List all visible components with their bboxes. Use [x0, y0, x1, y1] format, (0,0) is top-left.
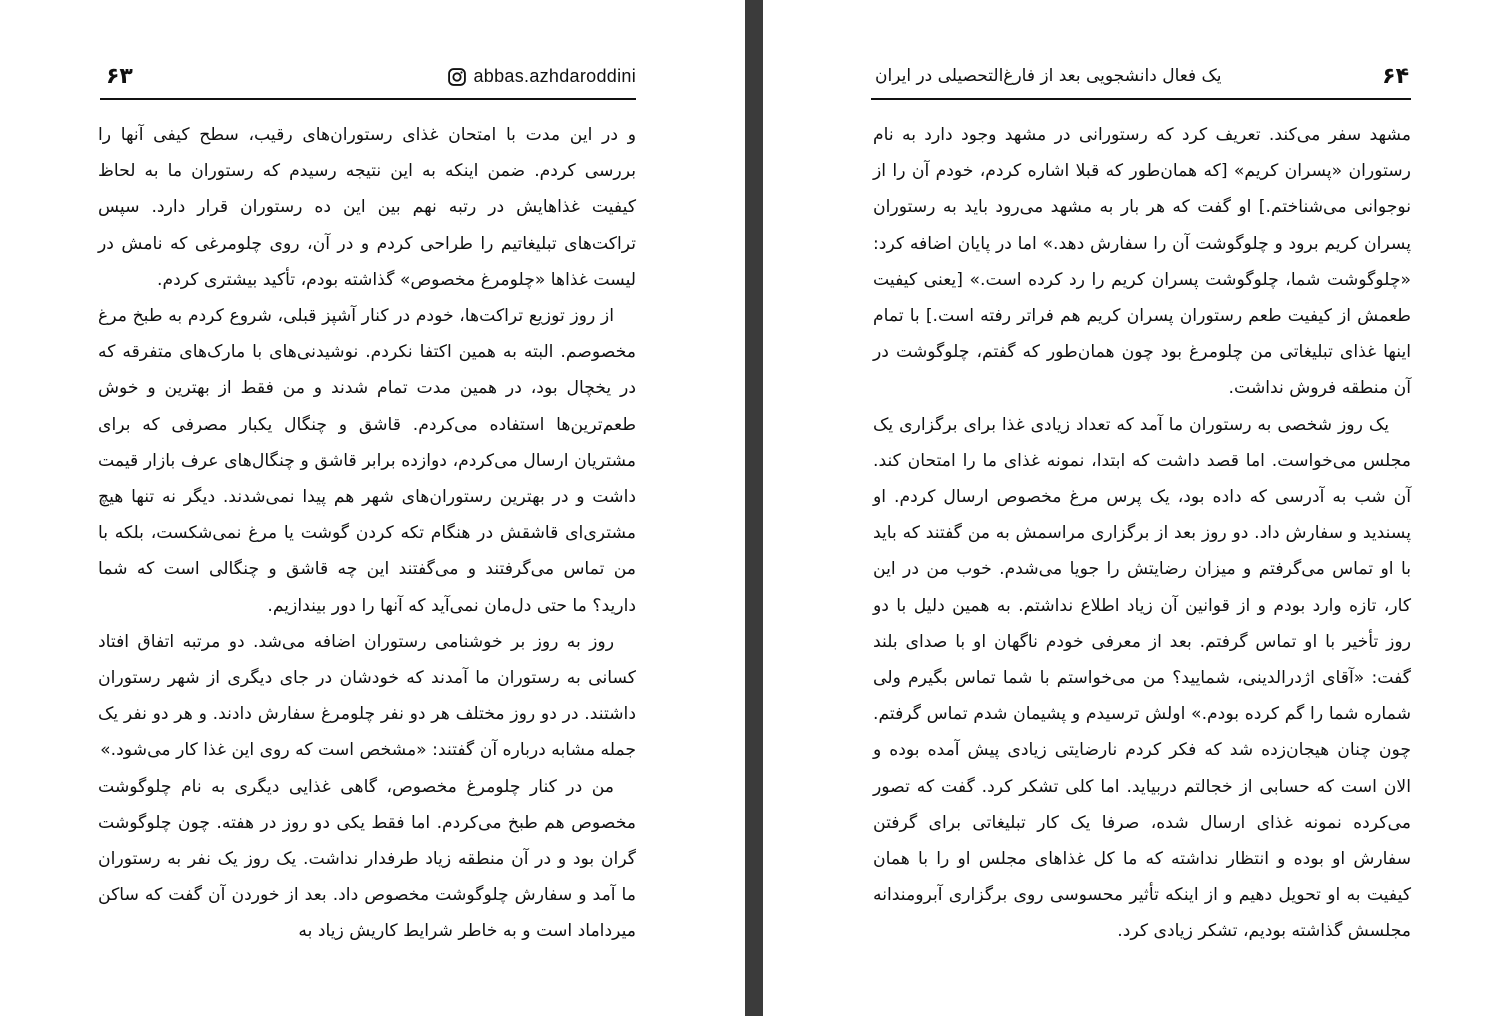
paragraph: من در کنار چلومرغ مخصوص، گاهی غذایی دیگری به نام چلوگوشت مخصوص هم طبخ می‌کردم. اما فقط یکی دو روز در هفته. چون چلوگوشت گران بود و در آن منطقه زیاد طرفدار نداشت. یک روز یک نفر به رستوران ما آمد و سفارش چلوگوشت مخصوص داد. بعد از خوردن آن گفت که ساکن میرداماد است و به خاطر شرایط کاریش زیاد به: [98, 776, 636, 942]
book-spine-divider: [745, 0, 763, 1016]
paragraph: روز به روز بر خوشنامی رستوران اضافه می‌شد. دو مرتبه اتفاق افتاد کسانی به رستوران ما آمدند که خودشان در جای دیگری از شهر رستوران داشتند. در دو روز مختلف هر دو نفر چلومرغ سفارش دادند. و هر دو نفر یک جمله مشابه درباره آن گفتند: «مشخص است که روی این غذا کار می‌شود.»: [98, 631, 636, 761]
handle-text: abbas.azhdaroddini: [473, 66, 636, 86]
author-handle: [447, 66, 636, 87]
right-page-header: [871, 60, 1411, 100]
paragraph: مشهد سفر می‌کند. تعریف کرد که رستورانی در مشهد وجود دارد به نام رستوران «پسران کریم» [که همان‌طور که قبلا اشاره کردم، خودم آن را از نوجوانی می‌شناختم.] او گفت که هر بار به مشهد می‌رود باید به رستوران پسران کریم برود و چلوگوشت آن را سفارش دهد.» اما در پایان اضافه کرد: «چلوگوشت شما، چلوگوشت پسران کریم را رد کرده است.» [یعنی کیفیت طعمش از کیفیت طعم رستوران پسران کریم هم فراتر رفته است.] با تمام اینها غذای تبلیغاتی من چلومرغ بود چون همان‌طور که گفتم، چلوگوشت در آن منطقه فروش نداشت.: [873, 125, 1411, 399]
running-title: یک فعال دانشجویی بعد از فارغ‌التحصیلی در ایران: [875, 66, 1222, 86]
paragraph: یک روز شخصی به رستوران ما آمد که تعداد زیادی غذا برای برگزاری یک مجلس می‌خواست. اما قصد داشت که ابتدا، نمونه غذای ما را امتحان کند. آن شب به آدرسی که داده بود، یک پرس مرغ مخصوص ارسال کردم. او پسندید و سفارش داد. دو روز بعد از برگزاری مراسمش به من گفتند که باید با او تماس می‌گرفتم و میزان رضایتش را جویا می‌شدم. خوب من در این کار، تازه وارد بودم و از قوانین آن زیاد اطلاع نداشتم. به همین دلیل با دو روز تأخیر با او تماس گرفتم. بعد از معرفی خودم ناگهان او با صدای بلند گفت: «آقای اژدرالدینی، شمایید؟ من می‌خواستم با شما تماس بگیرم ولی شماره شما را گم کرده بودم.» اولش ترسیدم و پشیمان شدم تماس گرفتم. چون چنان هیجان‌زده شد که فکر کردم نارضایتی زیادی پیش آمده بوده و الان است که حسابی از خجالتم دربیاید. اما کلی تشکر کرد. گفت که تصور می‌کرده نمونه غذای ارسال شده، صرفا یک کار تبلیغاتی برای گرفتن سفارش او بوده و انتظار نداشته که ما کل غذاهای مجلس او را با همان کیفیت به او تحویل دهیم و از اینکه تأثیر محسوسی روی برگزاری آبرومندانه مجلسش گذاشته بودیم، تشکر زیادی کرد.: [873, 414, 1411, 942]
paragraph: و در این مدت با امتحان غذای رستوران‌های رقیب، سطح کیفی آنها را بررسی کردم. ضمن اینکه به این نتیجه رسیدم که رستوران ما به لحاظ کیفیت غذاهایش در رتبه نهم بین این ده رستوران قرار دارد. سپس تراکت‌های تبلیغاتیم را طراحی کردم و در آن، روی چلومرغی که نامش در لیست غذاها «چلومرغ مخصوص» گذاشته بودم، تأکید بیشتری کردم.: [98, 125, 636, 290]
right-page: [763, 0, 1507, 1016]
right-page-body: [873, 117, 1411, 950]
left-page-number: ۶۳: [106, 64, 133, 89]
right-page-number: ۶۴: [1382, 64, 1409, 89]
left-page-body: [98, 117, 636, 950]
paragraph: از روز توزیع تراکت‌ها، خودم در کنار آشپز قبلی، شروع کردم به طبخ مرغ مخصوصم. البته به همین اکتفا نکردم. نوشیدنی‌های با مارک‌های متفرقه که در یخچال بود، در همین مدت تمام شدند و من فقط از بهترین و خوش طعم‌ترین‌ها استفاده می‌کردم. قاشق و چنگال یکبار مصرفی که برای مشتریان ارسال می‌کردم، دوازده برابر قاشق و چنگال‌های عرف بازار قیمت داشت و در بهترین رستوران‌های شهر هم پیدا نمی‌شدند. دیگر نه تنها هیچ مشتری‌ای قاشقش در هنگام تکه کردن گوشت یا مرغ نمی‌شکست، بلکه با من تماس می‌گرفتند و می‌گفتند این چه قاشق و چنگالی است که شما دارید؟ ما حتی دل‌مان نمی‌آید که آنها را دور بیندازیم.: [98, 306, 636, 616]
left-page-header: [100, 60, 636, 100]
instagram-icon: [447, 67, 467, 87]
left-page: [0, 0, 745, 1016]
